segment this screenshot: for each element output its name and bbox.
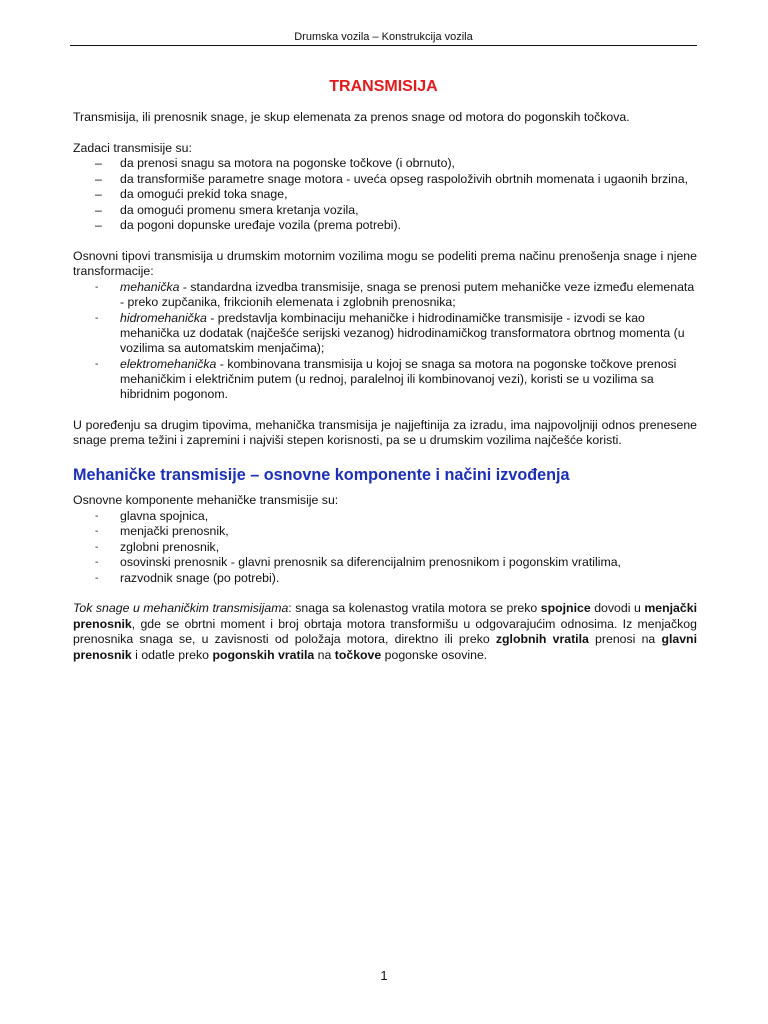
type-description: - kombinovana transmisija u kojoj se snaga sa motora na pogonske točkove prenosi mehaničkim i električnim putem (u rednoj, paralelnoj ili kombinovanoj vezi), koristi se u vozilima sa hibridnim pogonom. — [120, 356, 677, 401]
header-rule — [70, 45, 697, 46]
flow-term: točkove — [334, 647, 382, 662]
type-description: - predstavlja kombinaciju mehaničke i hidrodinamičke transmisije - izvodi se kao mehanička uz dodatak (najčešće serijski vezanog) hidrodinamičkog transformatora obrtnog momenta (u vozilima sa automatskim menjačima); — [120, 310, 685, 355]
components-intro: Osnovne komponente mehaničke transmisije su: — [73, 493, 339, 507]
list-item: – da prenosi snagu sa motora na pogonske točkove (i obrnuto), — [73, 156, 697, 172]
type-term: mehanička — [120, 279, 180, 294]
running-header: Drumska vozila – Konstrukcija vozila — [294, 31, 473, 43]
list-item: – da transformiše parametre snage motora - uveća opseg raspoloživih obrtnih momenata i ugaonih brzina, — [73, 172, 697, 188]
list-item: - glavna spojnica, — [73, 509, 697, 525]
list-item: - osovinski prenosnik - glavni prenosnik sa diferencijalnim prenosnikom i pogonskim vratilima, — [73, 555, 697, 571]
flow-term: zglobnih vratila — [495, 632, 589, 646]
types-list — [73, 280, 697, 402]
flow-text: i odatle preko — [131, 647, 213, 662]
comparison-paragraph: U poređenju sa drugim tipovima, mehanička transmisija je najjeftinija za izradu, ima najpovoljniji odnos prenesene snage prema težini i zapremini i najviši stepen korisnosti, pa se u drumskim vozilima najčešće koristi. — [73, 417, 697, 447]
type-term: hidromehanička — [120, 310, 207, 325]
list-item: - zglobni prenosnik, — [73, 540, 697, 556]
flow-term: pogonskih vratila — [212, 647, 315, 662]
type-description: - standardna izvedba transmisije, snaga se prenosi putem mehaničke veze između elemenata - preko zupčanika, frikcionih elemenata i zglobnih prenosnika; — [120, 279, 695, 309]
document-title: TRANSMISIJA — [329, 78, 438, 95]
type-term: elektromehanička — [120, 356, 217, 371]
flow-term: glavni prenosnik — [73, 632, 697, 662]
components-list — [73, 509, 697, 587]
flow-text: na — [314, 647, 335, 662]
list-item: – da omogući prekid toka snage, — [73, 187, 697, 203]
list-item — [73, 280, 697, 310]
section-heading: Mehaničke transmisije – osnovne komponente i načini izvođenja — [73, 465, 570, 484]
flow-text: , gde se obrtni moment i broj obrtaja motora transformišu u odgovarajućim odnosima. Iz menjačkog prenosnika snaga se, u zavisnosti od položaja motora, direktno ili preko — [73, 616, 697, 646]
intro-paragraph: Transmisija, ili prenosnik snage, je skup elemenata za prenos snage od motora do pogonskih točkova. — [73, 110, 630, 124]
list-item — [73, 357, 697, 402]
tasks-list — [73, 156, 697, 234]
page-number: 1 — [380, 968, 388, 983]
list-item: - menjački prenosnik, — [73, 524, 697, 540]
tasks-heading: Zadaci transmisije su: — [73, 140, 192, 155]
flow-text: prenosi na — [588, 632, 662, 646]
document-body — [73, 110, 697, 663]
list-item: – da omogući promenu smera kretanja vozila, — [73, 203, 697, 219]
flow-term: menjački prenosnik — [73, 601, 697, 631]
list-item: - razvodnik snage (po potrebi). — [73, 571, 697, 587]
flow-term: spojnice — [540, 601, 591, 615]
flow-text: dovodi u — [590, 601, 645, 615]
power-flow-paragraph — [73, 601, 697, 663]
flow-text: : snaga sa kolenastog vratila motora se preko — [288, 601, 541, 615]
list-item: – da pogoni dopunske uređaje vozila (prema potrebi). — [73, 218, 697, 234]
list-item — [73, 311, 697, 356]
flow-lead: Tok snage u mehaničkim transmisijama — [73, 601, 289, 615]
types-intro-paragraph: Osnovni tipovi transmisija u drumskim motornim vozilima mogu se podeliti prema načinu prenošenja snage i njene transformacije: — [73, 248, 697, 278]
flow-text: pogonske osovine. — [381, 647, 488, 662]
